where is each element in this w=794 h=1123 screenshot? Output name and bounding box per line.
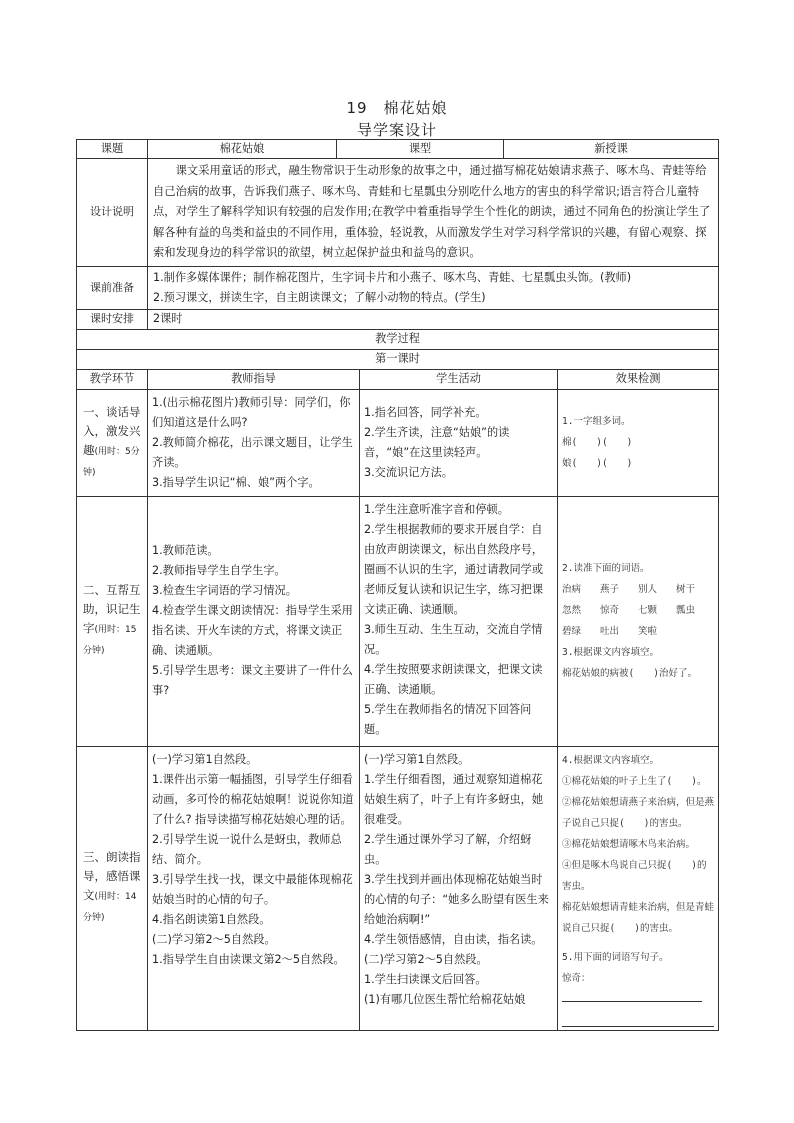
stage-name-cell [77, 389, 148, 496]
prep-text [148, 266, 719, 309]
student-step: (一)学习第1自然段。 [364, 752, 470, 766]
check-item: ④但是啄木鸟说自己只捉( )的害虫。 [562, 859, 707, 892]
topic-value: 棉花姑娘 [148, 140, 337, 159]
design-text: 课文采用童话的形式，融生物常识于生动形象的故事之中，通过描写棉花姑娘请求燕子、啄木鸟、青蛙等给自己治病的故事，告诉我们燕子、啄木鸟、青蛙和七星瓢虫分别吃什么地方的害虫的科学常识;语言符合儿童特点，对学生了解科学知识有较强的启发作用;在教学中着重指导学生个性化的朗读，通过不同角色的扮演让学生了解各种有益的鸟类和益虫的不同作用，重体验，轻说教，从而激发学生对学习科学常识的兴趣，有留心观察、探索和发现身边的科学常识的欲望，树立起保护益虫和益鸟的意识。 [148, 159, 719, 267]
lesson-plan-table [76, 139, 719, 1031]
lesson-title: 19 棉花姑娘 [346, 99, 448, 117]
check-item: 惊奇： [562, 972, 591, 984]
teacher-step: 1.课件出示第一幅插图，引导学生仔细看动画，多可怜的棉花姑娘啊！说说你知道了什么? 指导读描写棉花姑娘心理的话。 [152, 772, 354, 826]
check-item: 忽然 惊奇 七颗 瓢虫 [562, 605, 696, 616]
type-value: 新授课 [504, 140, 719, 159]
check-item: 5.用下面的词语写句子。 [562, 951, 669, 963]
teacher-cell [148, 496, 360, 746]
column-header-row [77, 369, 719, 389]
student-step: 3.学生找到并画出体现棉花姑娘当时的心情的句子：“她多么盼望有医生来给她治病啊!” [364, 872, 549, 926]
teacher-step: 2.教师指导学生自学生字。 [152, 564, 286, 577]
answer-blank[interactable] [562, 989, 702, 1002]
student-step: 3.交流识记方法。 [364, 465, 453, 479]
check-item: 4.根据课文内容填空。 [562, 754, 659, 766]
answer-blank-line[interactable] [562, 1012, 714, 1027]
stage-time: (用时：15分钟) [83, 625, 137, 656]
header-row [77, 140, 719, 159]
design-row [77, 159, 719, 267]
prep-line: 1.制作多媒体课件；制作棉花图片，生字词卡片和小燕子、啄木鸟、青蛙、七星瓢虫头饰。(教师) [153, 270, 632, 284]
check-item: ③棉花姑娘想请啄木鸟来治病。 [562, 838, 696, 850]
check-item: 治病 燕子 别人 树干 [562, 584, 696, 595]
stage-time: (用时：5分钟) [83, 446, 140, 478]
check-item: 1.一字组多词。 [562, 416, 631, 427]
check-item: ②棉花姑娘想请燕子来治病，但是燕子说自己只捉( )的害虫。 [562, 796, 715, 829]
student-step: 4.学生领悟感情，自由读，指名读。 [364, 932, 543, 946]
teacher-step: 2.教师简介棉花，出示课文题目，让学生齐读。 [152, 435, 353, 469]
student-step: 2.学生通过课外学习了解，介绍蚜虫。 [364, 832, 532, 866]
teacher-step: 3.引导学生找一找，课文中最能体现棉花姑娘当时的心情的句子。 [152, 872, 353, 906]
design-label: 设计说明 [77, 159, 148, 267]
teacher-step: 3.指导学生识记“棉、娘”两个字。 [152, 475, 320, 489]
check-item: 娘( )( ) [562, 458, 633, 469]
schedule-label: 课时安排 [77, 309, 148, 329]
check-item: 3.根据课文内容填空。 [562, 647, 659, 658]
student-step: 1.学生仔细看图，通过观察知道棉花姑娘生病了，叶子上有许多蚜虫，她很难受。 [364, 772, 544, 826]
col-header-stage: 教学环节 [77, 369, 148, 389]
teacher-step: 4.检查学生课文朗读情况：指导学生采用指名读、开火车读的方式，将课文读正确、读通顺。 [152, 604, 353, 657]
student-step: 1.指名回答，同学补充。 [364, 405, 487, 419]
prep-row [77, 266, 719, 309]
lesson-period-title: 第一课时 [77, 349, 719, 369]
check-item: ①棉花姑娘的叶子上生了( )。 [562, 775, 707, 787]
prep-label: 课前准备 [77, 266, 148, 309]
stage-name-cell [77, 496, 148, 746]
schedule-value: 2课时 [148, 309, 719, 329]
student-step: 3.师生互动、生生互动，交流自学情况。 [364, 622, 543, 656]
process-title: 教学过程 [77, 329, 719, 349]
stage-row [77, 389, 719, 496]
student-cell [360, 496, 558, 746]
teacher-step: 5.引导学生思考：课文主要讲了一件什么事? [152, 664, 353, 697]
col-header-check: 效果检测 [558, 369, 719, 389]
stage-name-cell [77, 746, 148, 1030]
stage-time: (用时：14分钟) [83, 892, 137, 923]
schedule-row [77, 309, 719, 329]
teacher-cell [148, 746, 360, 1030]
check-item: 棉( )( ) [562, 437, 633, 448]
lesson-title-row [77, 349, 719, 369]
student-cell [360, 746, 558, 1030]
sentence-line [562, 968, 714, 1010]
prep-line: 2.预习课文，拼读生字，自主朗读课文；了解小动物的特点。(学生) [153, 290, 486, 304]
student-step: 1.学生扫读课文后回答。 [364, 972, 487, 986]
teacher-step: 1.教师范读。 [152, 544, 219, 557]
student-step: 2.学生根据教师的要求开展自学：自由放声朗读课文，标出自然段序号，圈画不认识的生字，通过请教同学或老师反复认读和识记生字，练习把课文读正确、读通顺。 [364, 522, 544, 616]
teacher-step: 1.指导学生自由读课文第2～5自然段。 [152, 952, 345, 966]
stage-row [77, 746, 719, 1030]
stage-row [77, 496, 719, 746]
col-header-student: 学生活动 [360, 369, 558, 389]
stage-name: 一、谈话导入，激发兴趣 [83, 404, 141, 457]
check-cell [558, 496, 719, 746]
teacher-step: (二)学习第2～5自然段。 [152, 932, 276, 946]
topic-label: 课题 [77, 140, 148, 159]
teacher-step: (一)学习第1自然段。 [152, 752, 258, 766]
document-subtitle: 导学案设计 [356, 121, 437, 139]
check-item: 棉花姑娘的病被( )治好了。 [562, 668, 697, 679]
stage-name: 三、朗读指导，感悟课文 [83, 850, 141, 902]
check-item: 2.读准下面的词语。 [562, 563, 650, 574]
student-step: (二)学习第2～5自然段。 [364, 952, 488, 966]
check-cell [558, 746, 719, 1030]
type-label: 课型 [337, 140, 504, 159]
stage-name: 二、互帮互助，识记生字 [83, 583, 141, 635]
teacher-step: 4.指名朗读第1自然段。 [152, 912, 271, 926]
student-step: 1.学生注意听准字音和停顿。 [364, 502, 509, 516]
student-step: 5.学生在教师指名的情况下回答问题。 [364, 702, 532, 736]
check-cell [558, 389, 719, 496]
student-cell [360, 389, 558, 496]
teacher-step: 2.引导学生说一说什么是蚜虫，教师总结、简介。 [152, 832, 342, 866]
teacher-step: 3.检查生字词语的学习情况。 [152, 584, 297, 597]
check-item: 碧绿 吐出 笑啦 [562, 626, 658, 637]
process-title-row [77, 329, 719, 349]
check-item: 棉花姑娘想请青蛙来治病，但是青蛙说自己只捉( )的害虫。 [562, 901, 715, 934]
teacher-step: 1.(出示棉花图片)教师引导：同学们，你们知道这是什么吗? [152, 395, 351, 429]
student-step: 2.学生齐读，注意“姑娘”的读音，“娘”在这里读轻声。 [364, 425, 510, 459]
col-header-teacher: 教师指导 [148, 369, 360, 389]
student-step: 4.学生按照要求朗读课文，把课文读正确、读通顺。 [364, 662, 543, 696]
student-step: (1)有哪几位医生帮忙给棉花姑娘 [364, 992, 526, 1006]
teacher-cell [148, 389, 360, 496]
